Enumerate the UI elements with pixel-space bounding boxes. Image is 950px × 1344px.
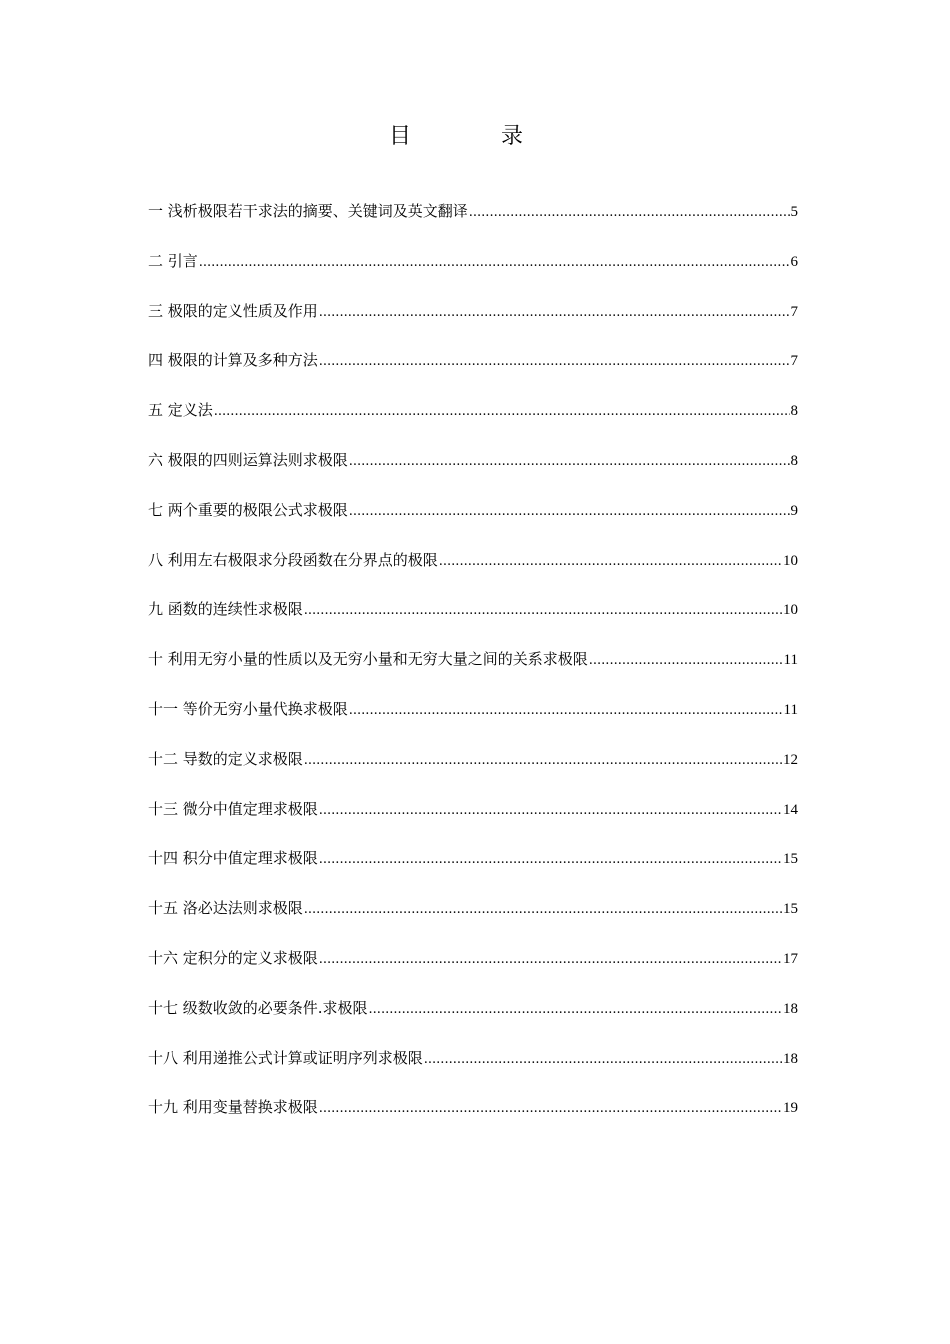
toc-entry[interactable] bbox=[148, 348, 798, 398]
toc-entry-label: 十八 利用递推公式计算或证明序列求极限 bbox=[148, 1048, 423, 1067]
dot-leader bbox=[589, 649, 783, 673]
toc-entry-page-number: 6 bbox=[790, 253, 798, 270]
toc-entry[interactable] bbox=[148, 697, 798, 747]
toc-entry[interactable] bbox=[148, 896, 798, 946]
toc-entry-page-number: 11 bbox=[783, 652, 798, 669]
toc-entry[interactable] bbox=[148, 846, 798, 896]
toc-entry-label: 四 极限的计算及多种方法 bbox=[148, 351, 318, 370]
toc-entry-page-number: 14 bbox=[783, 801, 798, 818]
toc-entry[interactable] bbox=[148, 199, 798, 249]
toc-entry-label: 十四 积分中值定理求极限 bbox=[148, 849, 318, 868]
toc-entry-label: 一 浅析极限若干求法的摘要、关键词及英文翻译 bbox=[148, 202, 468, 220]
dot-leader bbox=[304, 898, 782, 922]
toc-entry-page-number: 15 bbox=[783, 901, 798, 918]
toc-title bbox=[0, 121, 950, 153]
dot-leader bbox=[319, 1097, 782, 1121]
toc-entry[interactable] bbox=[148, 946, 798, 996]
dot-leader bbox=[369, 998, 782, 1022]
toc-entry-page-number: 11 bbox=[783, 701, 798, 718]
toc-entry-label: 五 定义法 bbox=[148, 401, 213, 420]
toc-entry[interactable] bbox=[148, 797, 798, 847]
toc-entry-page-number: 8 bbox=[790, 403, 798, 420]
toc-entry-label: 十六 定积分的定义求极限 bbox=[148, 948, 318, 967]
toc-entry[interactable] bbox=[148, 548, 798, 598]
dot-leader bbox=[199, 251, 790, 275]
toc-entry-page-number: 17 bbox=[783, 950, 798, 967]
toc-entry[interactable] bbox=[148, 299, 798, 349]
dot-leader bbox=[349, 699, 783, 723]
dot-leader bbox=[319, 948, 782, 972]
toc-entry-page-number: 5 bbox=[790, 204, 798, 220]
toc-entry-page-number: 8 bbox=[790, 452, 798, 469]
toc-entry-page-number: 7 bbox=[790, 303, 798, 320]
toc-entry-label: 八 利用左右极限求分段函数在分界点的极限 bbox=[148, 550, 438, 569]
dot-leader bbox=[319, 350, 790, 374]
toc-entry-page-number: 12 bbox=[783, 751, 798, 768]
toc-entry-page-number: 10 bbox=[783, 552, 798, 569]
toc-entry-page-number: 15 bbox=[783, 851, 798, 868]
toc-entry-label: 十九 利用变量替换求极限 bbox=[148, 1098, 318, 1117]
dot-leader bbox=[424, 1048, 782, 1072]
toc-entry-label: 十一 等价无穷小量代换求极限 bbox=[148, 699, 348, 718]
toc-title-char-1: 目 bbox=[389, 124, 412, 149]
dot-leader bbox=[319, 848, 782, 872]
dot-leader bbox=[304, 599, 782, 623]
dot-leader bbox=[319, 799, 782, 823]
toc-entry[interactable] bbox=[148, 398, 798, 448]
dot-leader bbox=[349, 450, 790, 474]
dot-leader bbox=[304, 749, 782, 773]
toc-entry-page-number: 18 bbox=[783, 1000, 798, 1017]
toc-entry-page-number: 19 bbox=[783, 1100, 798, 1117]
toc-entry-page-number: 10 bbox=[783, 602, 798, 619]
toc-entry[interactable] bbox=[148, 597, 798, 647]
toc-entry[interactable] bbox=[148, 1046, 798, 1096]
toc-entry[interactable] bbox=[148, 747, 798, 797]
toc-entry-label: 十三 微分中值定理求极限 bbox=[148, 799, 318, 818]
toc-entry[interactable] bbox=[148, 1095, 798, 1145]
toc-entry[interactable] bbox=[148, 996, 798, 1046]
toc-entry-label: 九 函数的连续性求极限 bbox=[148, 600, 303, 619]
toc-entry-label: 三 极限的定义性质及作用 bbox=[148, 301, 318, 320]
dot-leader bbox=[319, 301, 790, 325]
toc-entry-label: 十 利用无穷小量的性质以及无穷小量和无穷大量之间的关系求极限 bbox=[148, 650, 588, 669]
toc-entry[interactable] bbox=[148, 498, 798, 548]
toc-entry-label: 十二 导数的定义求极限 bbox=[148, 749, 303, 768]
toc-list bbox=[148, 199, 798, 1145]
toc-entry-label: 二 引言 bbox=[148, 251, 198, 270]
toc-entry-label: 十七 级数收敛的必要条件.求极限 bbox=[148, 998, 368, 1017]
toc-entry-page-number: 7 bbox=[790, 353, 798, 370]
toc-entry[interactable] bbox=[148, 448, 798, 498]
toc-entry[interactable] bbox=[148, 647, 798, 697]
toc-entry-page-number: 18 bbox=[783, 1050, 798, 1067]
dot-leader bbox=[214, 400, 790, 424]
toc-title-char-2: 录 bbox=[501, 124, 524, 149]
toc-entry-label: 七 两个重要的极限公式求极限 bbox=[148, 500, 348, 519]
toc-entry-label: 十五 洛必达法则求极限 bbox=[148, 899, 303, 918]
toc-entry[interactable] bbox=[148, 249, 798, 299]
dot-leader bbox=[349, 500, 790, 524]
dot-leader bbox=[469, 201, 790, 225]
toc-entry-label: 六 极限的四则运算法则求极限 bbox=[148, 450, 348, 469]
dot-leader bbox=[439, 550, 782, 574]
toc-entry-page-number: 9 bbox=[790, 502, 798, 519]
